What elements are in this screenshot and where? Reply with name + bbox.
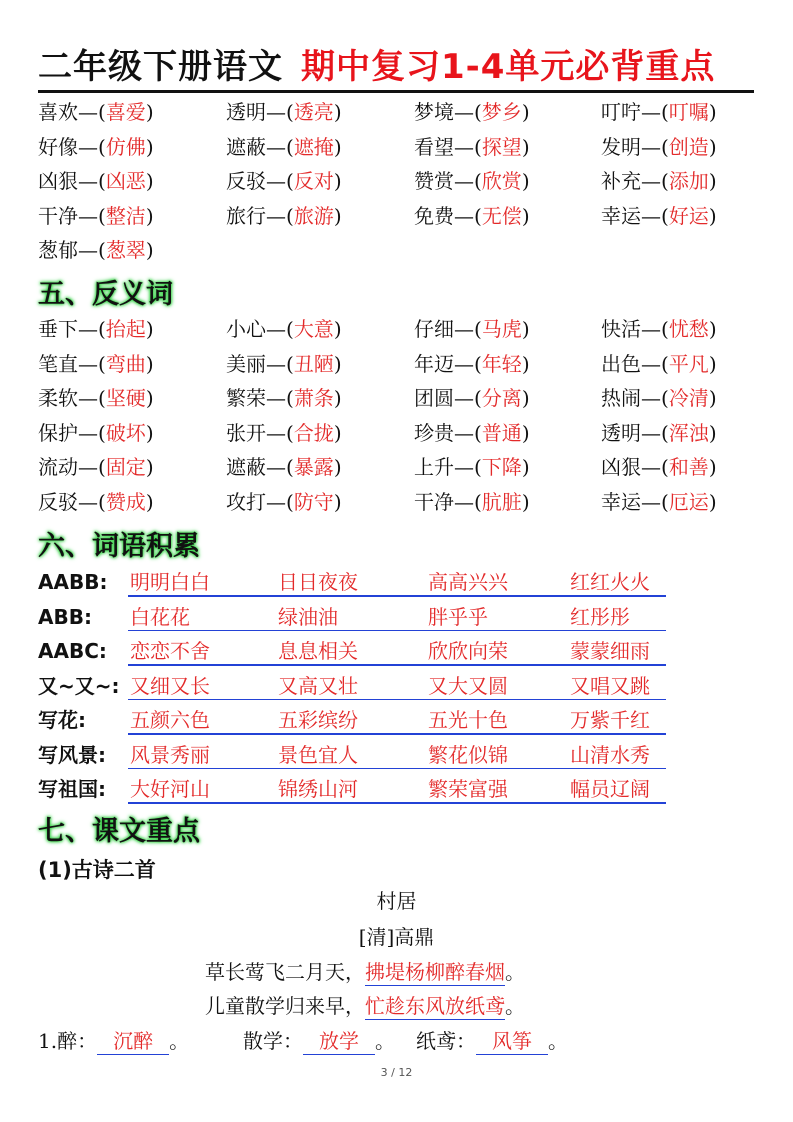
word: 喜欢 — [38, 100, 78, 124]
word: 繁荣 — [226, 386, 266, 410]
word: 柔软 — [38, 386, 78, 410]
gloss-3 — [416, 1024, 568, 1058]
poem-line-1-answer: 拂堤杨柳醉春烟 — [365, 960, 505, 984]
dash-separator: —( — [78, 489, 106, 514]
dash-separator: —( — [454, 169, 482, 193]
close-paren: ) — [521, 203, 530, 228]
close-paren: ) — [521, 351, 530, 376]
answer-word: 赞成 — [105, 489, 146, 514]
dash-separator: —( — [454, 351, 482, 376]
accumulation-item: 山清水秀 — [570, 742, 650, 767]
word: 年迈 — [414, 351, 454, 376]
word: 反驳 — [226, 169, 266, 193]
accumulation-item: 大好河山 — [130, 777, 210, 801]
section-accumulation-heading: 六、词语积累 — [38, 531, 200, 562]
close-paren: ) — [333, 100, 342, 124]
word: 凶狠 — [601, 455, 641, 479]
word-pair — [226, 130, 342, 164]
word-pair — [601, 130, 717, 164]
word-pair — [226, 416, 342, 450]
accumulation-item: 蒙蒙细雨 — [570, 639, 650, 663]
dash-separator: —( — [266, 100, 294, 124]
answer-word: 无偿 — [481, 203, 522, 228]
close-paren: ) — [145, 238, 154, 262]
close-paren: ) — [708, 169, 717, 193]
dash-separator: —( — [641, 317, 669, 341]
word-pair — [38, 485, 154, 519]
answer-word: 坚硬 — [105, 386, 146, 410]
word-pair — [226, 450, 342, 484]
dash-separator: —( — [266, 386, 294, 410]
accumulation-item: 绿油油 — [278, 604, 338, 629]
close-paren: ) — [333, 351, 342, 376]
close-paren: ) — [145, 169, 154, 193]
word-pair — [414, 381, 530, 415]
dash-separator: —( — [641, 169, 669, 193]
answer-word: 整洁 — [105, 203, 146, 228]
accumulation-item: 欣欣向荣 — [428, 639, 508, 663]
answer-word: 大意 — [293, 317, 334, 341]
answer-word: 反对 — [293, 169, 334, 193]
word-pair — [38, 312, 154, 346]
word-pair — [226, 381, 342, 415]
word: 仔细 — [414, 317, 454, 341]
dash-separator: —( — [454, 100, 482, 124]
dash-separator: —( — [78, 420, 106, 445]
close-paren: ) — [521, 489, 530, 514]
word-pair — [38, 416, 154, 450]
dash-separator: —( — [78, 386, 106, 410]
word: 看望 — [414, 134, 454, 159]
word-pair — [38, 381, 154, 415]
close-paren: ) — [145, 203, 154, 228]
close-paren: ) — [708, 203, 717, 228]
close-paren: ) — [521, 134, 530, 159]
word: 补充 — [601, 169, 641, 193]
word: 透明 — [226, 100, 266, 124]
accumulation-item: 景色宜人 — [278, 742, 358, 767]
close-paren: ) — [708, 489, 717, 514]
word: 笔直 — [38, 351, 78, 376]
word-pair — [601, 450, 717, 484]
accumulation-item: 日日夜夜 — [278, 570, 358, 594]
close-paren: ) — [708, 134, 717, 159]
answer-word: 添加 — [668, 169, 709, 193]
word-pair — [226, 199, 342, 233]
accumulation-item: 又细又长 — [130, 673, 210, 698]
dash-separator: —( — [641, 489, 669, 514]
accumulation-item: 万紫千红 — [570, 708, 650, 732]
answer-word: 丑陋 — [293, 351, 334, 376]
close-paren: ) — [145, 489, 154, 514]
word: 免费 — [414, 203, 454, 228]
close-paren: ) — [333, 317, 342, 341]
word-pair — [601, 485, 717, 519]
close-paren: ) — [521, 420, 530, 445]
poem-line-1-first: 草长莺飞二月天， — [205, 960, 365, 984]
dash-separator: —( — [266, 203, 294, 228]
dash-separator: —( — [454, 134, 482, 159]
answer-word: 破坏 — [105, 420, 146, 445]
gloss-2-end: 。 — [375, 1029, 395, 1053]
close-paren: ) — [333, 420, 342, 445]
word: 美丽 — [226, 351, 266, 376]
dash-separator: —( — [454, 489, 482, 514]
word: 反驳 — [38, 489, 78, 514]
answer-word: 葱翠 — [105, 238, 146, 262]
answer-word: 喜爱 — [105, 100, 146, 124]
dash-separator: —( — [78, 351, 106, 376]
word: 出色 — [601, 351, 641, 376]
accumulation-label: AABC: — [38, 639, 107, 663]
close-paren: ) — [145, 351, 154, 376]
word: 流动 — [38, 455, 78, 479]
dash-separator: —( — [641, 203, 669, 228]
title-grade: 二年级下册语文 — [38, 47, 283, 87]
accumulation-item: 五颜六色 — [130, 708, 210, 732]
word: 葱郁 — [38, 238, 78, 262]
word-pair — [414, 416, 530, 450]
accumulation-item: 白花花 — [130, 604, 190, 629]
word: 垂下 — [38, 317, 78, 341]
close-paren: ) — [145, 455, 154, 479]
poem-title: 村居 — [376, 889, 417, 913]
accumulation-item: 明明白白 — [130, 570, 210, 594]
section-key-points-heading: 七、课文重点 — [38, 816, 200, 847]
accumulation-item: 红红火火 — [570, 570, 650, 594]
word: 热闹 — [601, 386, 641, 410]
word: 好像 — [38, 134, 78, 159]
word-pair — [38, 233, 154, 267]
close-paren: ) — [333, 386, 342, 410]
accumulation-item: 又唱又跳 — [570, 673, 650, 698]
accumulation-item: 又大又圆 — [428, 673, 508, 698]
dash-separator: —( — [266, 455, 294, 479]
accumulation-item: 恋恋不舍 — [130, 639, 210, 663]
accumulation-item: 五彩缤纷 — [278, 708, 358, 732]
dash-separator: —( — [641, 351, 669, 376]
close-paren: ) — [333, 489, 342, 514]
dash-separator: —( — [454, 455, 482, 479]
title-underline — [38, 90, 754, 93]
accumulation-item: 繁荣富强 — [428, 777, 508, 801]
gloss-1-end: 。 — [169, 1029, 190, 1053]
answer-word: 浑浊 — [668, 420, 709, 445]
accumulation-label: AABB: — [38, 570, 108, 594]
word-pair — [226, 164, 342, 198]
dash-separator: —( — [266, 317, 294, 341]
answer-word: 忧愁 — [668, 317, 709, 341]
word-pair — [601, 164, 717, 198]
answer-word: 马虎 — [481, 317, 522, 341]
word-gloss-row — [38, 1024, 758, 1058]
dash-separator: —( — [641, 100, 669, 124]
close-paren: ) — [145, 386, 154, 410]
dash-separator: —( — [266, 169, 294, 193]
word-pair — [601, 416, 717, 450]
accumulation-item: 胖乎乎 — [428, 604, 488, 629]
dash-separator: —( — [641, 420, 669, 445]
gloss-3-answer: 风筝 — [476, 1026, 548, 1055]
poem-author: [清]高鼎 — [358, 925, 435, 949]
answer-word: 透亮 — [293, 100, 334, 124]
accumulation-item: 五光十色 — [428, 708, 508, 732]
close-paren: ) — [708, 100, 717, 124]
word: 幸运 — [601, 203, 641, 228]
accumulation-label: 写花: — [38, 708, 86, 732]
answer-word: 抬起 — [105, 317, 146, 341]
answer-word: 固定 — [105, 455, 146, 479]
word-pair — [226, 312, 342, 346]
word-pair — [601, 347, 717, 381]
answer-word: 下降 — [481, 455, 522, 479]
dash-separator: —( — [641, 455, 669, 479]
dash-separator: —( — [454, 203, 482, 228]
word-pair — [38, 450, 154, 484]
word-pair — [414, 199, 530, 233]
word: 快活 — [601, 317, 641, 341]
close-paren: ) — [708, 420, 717, 445]
answer-word: 年轻 — [481, 351, 522, 376]
dash-separator: —( — [454, 420, 482, 445]
word-pair — [601, 381, 717, 415]
gloss-3-label: 纸鸢： — [416, 1029, 476, 1053]
poem-subheading: (1)古诗二首 — [38, 858, 156, 882]
accumulation-item: 红彤彤 — [570, 604, 630, 629]
answer-word: 仿佛 — [105, 134, 146, 159]
poem-line-2-answer: 忙趁东风放纸鸢 — [365, 994, 505, 1018]
gloss-2 — [243, 1024, 395, 1058]
word-pair — [38, 164, 154, 198]
answer-word: 好运 — [668, 203, 709, 228]
answer-word: 厄运 — [668, 489, 709, 514]
word: 团圆 — [414, 386, 454, 410]
close-paren: ) — [708, 455, 717, 479]
answer-word: 叮嘱 — [668, 100, 709, 124]
word: 干净 — [414, 489, 454, 514]
word-pair — [226, 95, 342, 129]
accumulation-label: 写祖国: — [38, 777, 106, 801]
gloss-2-answer: 放学 — [303, 1026, 375, 1055]
answer-word: 遮掩 — [293, 134, 334, 159]
answer-word: 分离 — [481, 386, 522, 410]
answer-word: 旅游 — [293, 203, 334, 228]
word-pair — [414, 164, 530, 198]
accumulation-label: 又~又~: — [38, 673, 120, 698]
accumulation-item: 锦绣山河 — [278, 777, 358, 801]
answer-word: 暴露 — [293, 455, 334, 479]
dash-separator: —( — [641, 134, 669, 159]
close-paren: ) — [333, 134, 342, 159]
answer-word: 欣赏 — [481, 169, 522, 193]
accumulation-item: 风景秀丽 — [130, 742, 210, 767]
word-pair — [414, 450, 530, 484]
title-topic: 期中复习1-4单元必背重点 — [301, 47, 716, 87]
poem-line-2-first: 儿童散学归来早， — [205, 994, 365, 1018]
close-paren: ) — [708, 317, 717, 341]
dash-separator: —( — [78, 169, 106, 193]
dash-separator: —( — [78, 317, 106, 341]
word-pair — [414, 312, 530, 346]
word-pair — [414, 347, 530, 381]
word-pair — [414, 485, 530, 519]
dash-separator: —( — [454, 317, 482, 341]
word-pair — [601, 95, 717, 129]
poem-line-1-end: 。 — [505, 960, 525, 984]
word-pair — [38, 130, 154, 164]
word: 旅行 — [226, 203, 266, 228]
accumulation-item: 息息相关 — [278, 639, 358, 663]
word: 小心 — [226, 317, 266, 341]
close-paren: ) — [333, 169, 342, 193]
word-pair — [226, 485, 342, 519]
answer-word: 弯曲 — [105, 351, 146, 376]
accumulation-label: ABB: — [38, 604, 92, 629]
word-pair — [38, 95, 154, 129]
dash-separator: —( — [454, 386, 482, 410]
dash-separator: —( — [266, 489, 294, 514]
answer-word: 合拢 — [293, 420, 334, 445]
word: 赞赏 — [414, 169, 454, 193]
close-paren: ) — [521, 455, 530, 479]
gloss-1 — [38, 1024, 189, 1058]
word: 叮咛 — [601, 100, 641, 124]
word: 干净 — [38, 203, 78, 228]
close-paren: ) — [145, 134, 154, 159]
word-pair — [414, 95, 530, 129]
word-pair — [38, 199, 154, 233]
word: 透明 — [601, 420, 641, 445]
gloss-1-label: 1.醉： — [38, 1029, 98, 1053]
gloss-1-answer: 沉醉 — [97, 1026, 169, 1055]
word-pair — [226, 347, 342, 381]
word: 幸运 — [601, 489, 641, 514]
close-paren: ) — [708, 351, 717, 376]
close-paren: ) — [521, 100, 530, 124]
answer-word: 梦乡 — [481, 100, 522, 124]
dash-separator: —( — [78, 238, 106, 262]
dash-separator: —( — [266, 420, 294, 445]
answer-word: 肮脏 — [481, 489, 522, 514]
answer-word: 防守 — [293, 489, 334, 514]
answer-word: 探望 — [481, 134, 522, 159]
accumulation-item: 繁花似锦 — [428, 742, 508, 767]
word: 张开 — [226, 420, 266, 445]
word: 珍贵 — [414, 420, 454, 445]
word: 遮蔽 — [226, 134, 266, 159]
dash-separator: —( — [266, 134, 294, 159]
close-paren: ) — [145, 317, 154, 341]
dash-separator: —( — [78, 100, 106, 124]
poem-line-2 — [205, 990, 525, 1022]
word: 上升 — [414, 455, 454, 479]
word: 遮蔽 — [226, 455, 266, 479]
accumulation-item: 幅员辽阔 — [570, 777, 650, 801]
word: 攻打 — [226, 489, 266, 514]
close-paren: ) — [333, 203, 342, 228]
close-paren: ) — [145, 100, 154, 124]
answer-word: 冷清 — [668, 386, 709, 410]
answer-word: 普通 — [481, 420, 522, 445]
accumulation-label: 写风景: — [38, 742, 106, 767]
close-paren: ) — [521, 317, 530, 341]
answer-word: 凶恶 — [105, 169, 146, 193]
word-pair — [601, 199, 717, 233]
word: 梦境 — [414, 100, 454, 124]
page-number: 3 / 12 — [380, 1066, 413, 1079]
poem-line-1 — [205, 956, 525, 988]
close-paren: ) — [521, 169, 530, 193]
poem-line-2-end: 。 — [505, 994, 525, 1018]
answer-word: 和善 — [668, 455, 709, 479]
gloss-3-end: 。 — [548, 1029, 568, 1053]
answer-word: 平凡 — [668, 351, 709, 376]
word-pair — [38, 347, 154, 381]
word: 凶狠 — [38, 169, 78, 193]
word-pair — [601, 312, 717, 346]
answer-word: 创造 — [668, 134, 709, 159]
word-pair — [414, 130, 530, 164]
answer-word: 萧条 — [293, 386, 334, 410]
close-paren: ) — [333, 455, 342, 479]
close-paren: ) — [708, 386, 717, 410]
dash-separator: —( — [78, 203, 106, 228]
close-paren: ) — [145, 420, 154, 445]
section-antonyms-heading: 五、反义词 — [38, 279, 173, 310]
close-paren: ) — [521, 386, 530, 410]
dash-separator: —( — [78, 134, 106, 159]
word: 发明 — [601, 134, 641, 159]
page-title — [38, 42, 754, 92]
accumulation-item: 高高兴兴 — [428, 570, 508, 594]
dash-separator: —( — [266, 351, 294, 376]
accumulation-item: 又高又壮 — [278, 673, 358, 698]
word: 保护 — [38, 420, 78, 445]
dash-separator: —( — [78, 455, 106, 479]
dash-separator: —( — [641, 386, 669, 410]
gloss-2-label: 散学： — [243, 1029, 303, 1053]
